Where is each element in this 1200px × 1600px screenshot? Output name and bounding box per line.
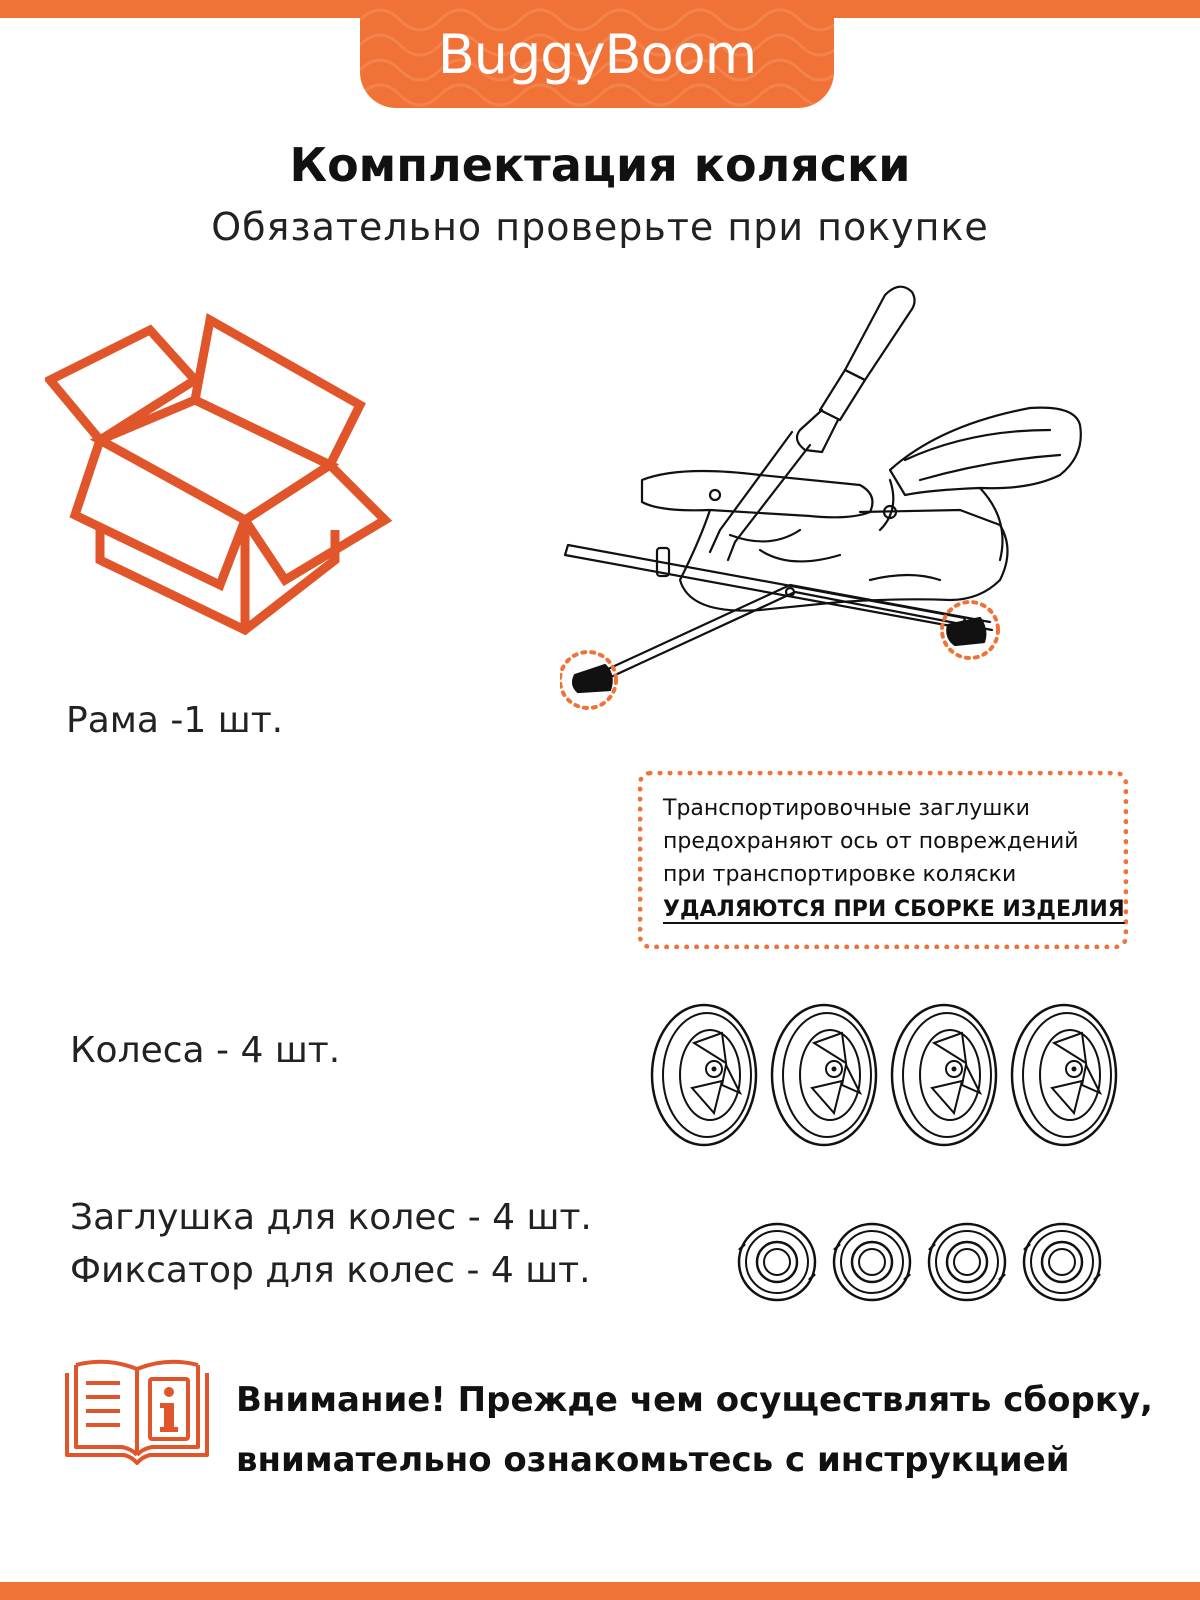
note-line: предохраняют ось от повреждений [663, 829, 1079, 854]
stroller-frame-icon [560, 280, 1120, 730]
bottom-accent-bar [0, 1582, 1200, 1600]
wheel-cap-icon [834, 1224, 910, 1300]
wheel-cap-icon [929, 1224, 1005, 1300]
wheel-icon [772, 1005, 876, 1145]
wheel-icon [1012, 1005, 1116, 1145]
wheel-cap-icon [739, 1224, 815, 1300]
item-wheels-label: Колеса - 4 шт. [70, 1030, 341, 1071]
brand-name: BuggyBoom [437, 22, 757, 86]
note-line: при транспортировке коляски [663, 862, 1017, 887]
page-subtitle: Обязательно проверьте при покупке [211, 205, 989, 249]
assembly-warning [236, 1370, 1166, 1490]
note-line: Транспортировочные заглушки [663, 796, 1030, 821]
wheel-cap-icon [1024, 1224, 1100, 1300]
warning-line-1: Внимание! Прежде чем осуществлять сборку, [236, 1380, 1153, 1420]
wheels-illustration [650, 1000, 1120, 1150]
item-wheel-cap-label: Заглушка для колес - 4 шт. [70, 1197, 592, 1238]
warning-line-2: внимательно ознакомьтесь с инструкцией [236, 1440, 1070, 1480]
wheel-icon [892, 1005, 996, 1145]
wheel-caps-illustration [735, 1218, 1115, 1308]
item-frame-label: Рама -1 шт. [66, 700, 284, 741]
wheel-icon [652, 1005, 756, 1145]
page-title: Комплектация коляски [289, 138, 911, 192]
box-icon [45, 310, 395, 650]
transport-caps-note [638, 771, 1128, 949]
instruction-book-icon [62, 1355, 212, 1467]
item-wheel-lock-label: Фиксатор для колес - 4 шт. [70, 1250, 591, 1291]
brand-logo [360, 0, 834, 108]
note-emphasis: УДАЛЯЮТСЯ ПРИ СБОРКЕ ИЗДЕЛИЯ [663, 897, 1125, 922]
